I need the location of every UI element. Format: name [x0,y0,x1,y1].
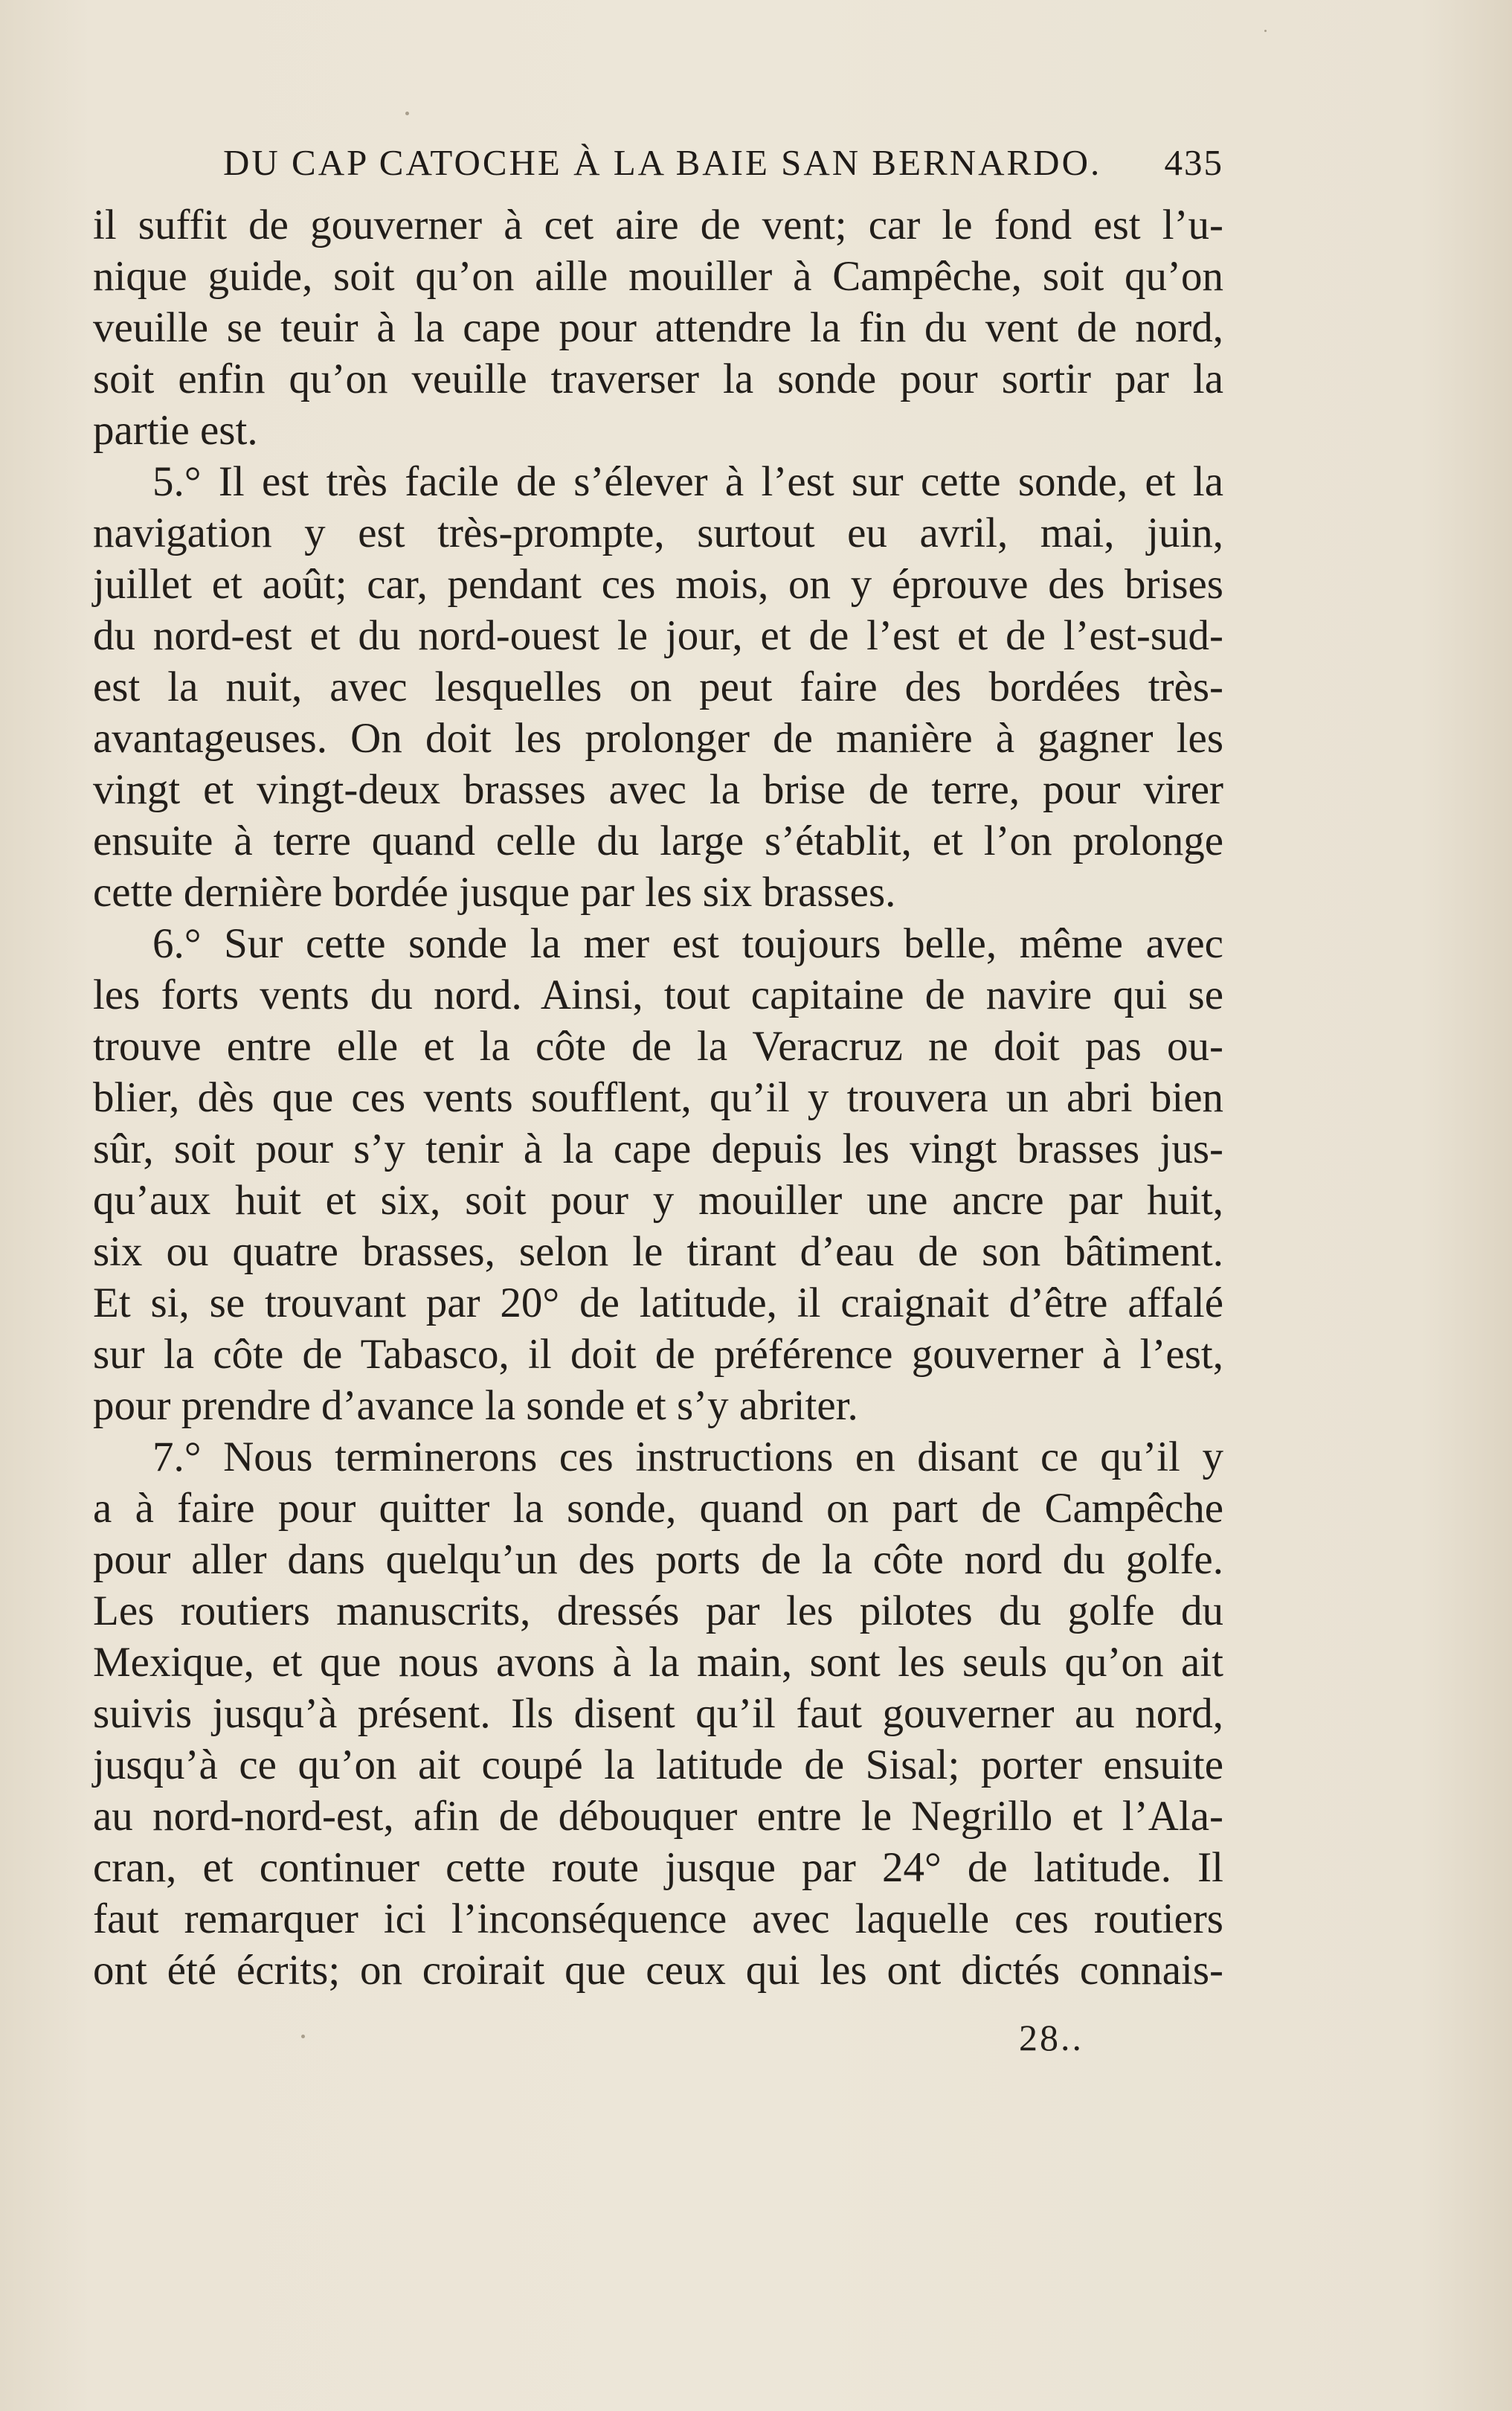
text-line: avantageuses. On doit les prolonger de manière à gagner les [93,715,1223,762]
text-line: ensuite à terre quand celle du large s’établit, et l’on prolonge [93,818,1223,864]
text-line: qu’aux huit et six, soit pour y mouiller une ancre par huit, [93,1177,1223,1224]
text-line: blier, dès que ces vents soufflent, qu’il y trouvera un abri bien [93,1074,1223,1121]
text-line: sûr, soit pour s’y tenir à la cape depuis les vingt brasses jus- [93,1126,1223,1172]
paragraph-start-line: 6.° Sur cette sonde la mer est toujours belle, même avec [152,920,1223,967]
text-line: est la nuit, avec lesquelles on peut faire des bordées très- [93,664,1223,710]
text-line: pour prendre d’avance la sonde et s’y abriter. [93,1382,858,1429]
paper-speck [1264,30,1267,32]
text-line: navigation y est très-prompte, surtout eu avril, mai, juin, [93,510,1223,556]
text-line: veuille se teuir à la cape pour attendre la fin du vent de nord, [93,304,1223,351]
text-line: suivis jusqu’à présent. Ils disent qu’il faut gouverner au nord, [93,1690,1223,1737]
paragraph-start-line: 5.° Il est très facile de s’élever à l’est sur cette sonde, et la [152,458,1223,505]
paragraph-start-line: 7.° Nous terminerons ces instructions en disant ce qu’il y [152,1434,1223,1480]
page-number: 435 [1164,142,1223,183]
text-line: cran, et continuer cette route jusque par 24° de latitude. Il [93,1844,1223,1891]
text-line: trouve entre elle et la côte de la Veracruz ne doit pas ou- [93,1023,1223,1070]
paper-speck [405,112,409,115]
text-line: ont été écrits; on croirait que ceux qui les ont dictés connais- [93,1947,1223,1994]
text-line: du nord-est et du nord-ouest le jour, et de l’est et de l’est-sud- [93,612,1223,659]
text-line: partie est. [93,407,258,454]
text-line: cette dernière bordée jusque par les six brasses. [93,869,896,916]
text-line: Les routiers manuscrits, dressés par les pilotes du golfe du [93,1587,1223,1634]
text-line: jusqu’à ce qu’on ait coupé la latitude de Sisal; porter ensuite [93,1741,1223,1788]
text-line: au nord-nord-est, afin de débouquer entre le Negrillo et l’Ala- [93,1793,1223,1840]
text-line: faut remarquer ici l’inconséquence avec laquelle ces routiers [93,1895,1223,1942]
text-line: Et si, se trouvant par 20° de latitude, il craignait d’être affalé [93,1280,1223,1326]
running-title: DU CAP CATOCHE À LA BAIE SAN BERNARDO. [223,142,1102,183]
text-line: nique guide, soit qu’on aille mouiller à Campêche, soit qu’on [93,253,1223,300]
text-line: pour aller dans quelqu’un des ports de la côte nord du golfe. [93,1536,1223,1583]
text-line: soit enfin qu’on veuille traverser la sonde pour sortir par la [93,356,1223,402]
text-line: il suffit de gouverner à cet aire de vent; car le fond est l’u- [93,202,1223,248]
text-line: juillet et août; car, pendant ces mois, on y éprouve des brises [93,561,1223,608]
text-line: les forts vents du nord. Ainsi, tout capitaine de navire qui se [93,972,1223,1018]
text-line: six ou quatre brasses, selon le tirant d’eau de son bâtiment. [93,1228,1223,1275]
text-line: a à faire pour quitter la sonde, quand on part de Campêche [93,1485,1223,1532]
paper-speck [301,2035,305,2038]
text-line: Mexique, et que nous avons à la main, sont les seuls qu’on ait [93,1639,1223,1686]
signature-mark: 28.. [1019,2017,1084,2058]
text-line: sur la côte de Tabasco, il doit de préférence gouverner à l’est, [93,1331,1223,1378]
running-head [223,141,1223,193]
text-line: vingt et vingt-deux brasses avec la brise de terre, pour virer [93,766,1223,813]
body-text [93,199,1223,1996]
